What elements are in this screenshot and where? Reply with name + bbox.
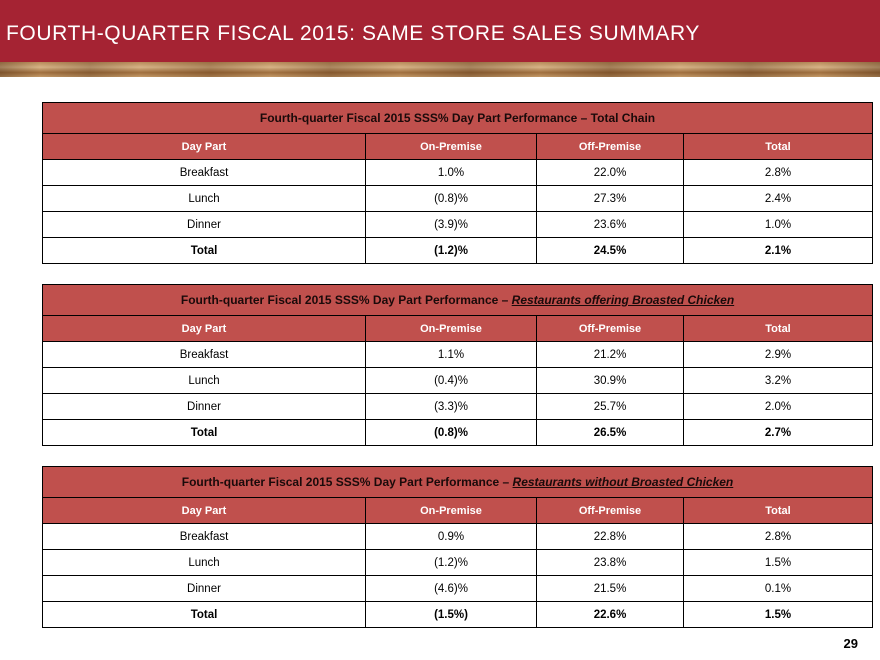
off-premise-cell: 27.3% (537, 186, 684, 212)
day-part-cell: Dinner (43, 212, 366, 238)
table-broasted-chicken (42, 284, 873, 446)
off-premise-cell: 23.8% (537, 550, 684, 576)
on-premise-total-cell: (1.5%) (366, 602, 537, 628)
column-header-total: Total (684, 498, 873, 524)
table-title (43, 285, 873, 316)
total-label-cell: Total (43, 238, 366, 264)
table-total-chain (42, 102, 873, 264)
off-premise-cell: 22.0% (537, 160, 684, 186)
table-row (43, 212, 873, 238)
total-cell: 2.4% (684, 186, 873, 212)
off-premise-total-cell: 24.5% (537, 238, 684, 264)
off-premise-cell: 25.7% (537, 394, 684, 420)
table-total-row (43, 602, 873, 628)
table-header-row (43, 316, 873, 342)
total-cell: 2.8% (684, 524, 873, 550)
total-cell: 2.8% (684, 160, 873, 186)
table-header-row (43, 134, 873, 160)
column-header-total: Total (684, 316, 873, 342)
column-header-day-part: Day Part (43, 134, 366, 160)
table-row (43, 186, 873, 212)
column-header-day-part: Day Part (43, 498, 366, 524)
table-title-prefix: Fourth-quarter Fiscal 2015 SSS% Day Part Performance – (181, 475, 513, 489)
table-header-row (43, 498, 873, 524)
page-number: 29 (843, 636, 858, 651)
column-header-off-premise: Off-Premise (537, 316, 684, 342)
total-cell: 1.5% (684, 550, 873, 576)
total-label-cell: Total (43, 420, 366, 446)
on-premise-cell: (4.6)% (366, 576, 537, 602)
table-title-prefix: Fourth-quarter Fiscal 2015 SSS% Day Part Performance – (259, 111, 591, 125)
on-premise-total-cell: (1.2)% (366, 238, 537, 264)
column-header-on-premise: On-Premise (366, 316, 537, 342)
overall-total-cell: 1.5% (684, 602, 873, 628)
on-premise-cell: (1.2)% (366, 550, 537, 576)
on-premise-cell: 1.0% (366, 160, 537, 186)
day-part-cell: Dinner (43, 394, 366, 420)
off-premise-cell: 21.5% (537, 576, 684, 602)
column-header-off-premise: Off-Premise (537, 498, 684, 524)
column-header-on-premise: On-Premise (366, 498, 537, 524)
table-title-main: Total Chain (590, 111, 656, 125)
overall-total-cell: 2.7% (684, 420, 873, 446)
on-premise-total-cell: (0.8)% (366, 420, 537, 446)
total-cell: 1.0% (684, 212, 873, 238)
column-header-on-premise: On-Premise (366, 134, 537, 160)
table-row (43, 576, 873, 602)
off-premise-cell: 30.9% (537, 368, 684, 394)
on-premise-cell: (3.9)% (366, 212, 537, 238)
table-title-emphasis: Restaurants offering Broasted Chicken (511, 293, 735, 307)
decorative-texture-strip (0, 62, 880, 77)
table-title-emphasis: Restaurants without Broasted Chicken (512, 475, 734, 489)
day-part-cell: Lunch (43, 186, 366, 212)
on-premise-cell: (0.4)% (366, 368, 537, 394)
table-title-prefix: Fourth-quarter Fiscal 2015 SSS% Day Part Performance – (180, 293, 512, 307)
table-row (43, 160, 873, 186)
on-premise-cell: (0.8)% (366, 186, 537, 212)
column-header-total: Total (684, 134, 873, 160)
off-premise-cell: 21.2% (537, 342, 684, 368)
on-premise-cell: 0.9% (366, 524, 537, 550)
day-part-cell: Breakfast (43, 160, 366, 186)
day-part-cell: Dinner (43, 576, 366, 602)
off-premise-cell: 23.6% (537, 212, 684, 238)
table-row (43, 524, 873, 550)
on-premise-cell: (3.3)% (366, 394, 537, 420)
on-premise-cell: 1.1% (366, 342, 537, 368)
off-premise-total-cell: 22.6% (537, 602, 684, 628)
column-header-day-part: Day Part (43, 316, 366, 342)
total-cell: 3.2% (684, 368, 873, 394)
total-cell: 2.0% (684, 394, 873, 420)
total-label-cell: Total (43, 602, 366, 628)
table-row (43, 368, 873, 394)
day-part-cell: Breakfast (43, 342, 366, 368)
table-row (43, 342, 873, 368)
page-title: FOURTH-QUARTER FISCAL 2015: SAME STORE SALES SUMMARY (6, 22, 701, 45)
total-cell: 0.1% (684, 576, 873, 602)
overall-total-cell: 2.1% (684, 238, 873, 264)
table-total-row (43, 420, 873, 446)
table-total-row (43, 238, 873, 264)
day-part-cell: Breakfast (43, 524, 366, 550)
day-part-cell: Lunch (43, 550, 366, 576)
off-premise-cell: 22.8% (537, 524, 684, 550)
header-bar (0, 0, 880, 62)
table-title (43, 467, 873, 498)
table-title (43, 103, 873, 134)
table-row (43, 394, 873, 420)
table-row (43, 550, 873, 576)
day-part-cell: Lunch (43, 368, 366, 394)
total-cell: 2.9% (684, 342, 873, 368)
off-premise-total-cell: 26.5% (537, 420, 684, 446)
table-without-broasted-chicken (42, 466, 873, 628)
column-header-off-premise: Off-Premise (537, 134, 684, 160)
